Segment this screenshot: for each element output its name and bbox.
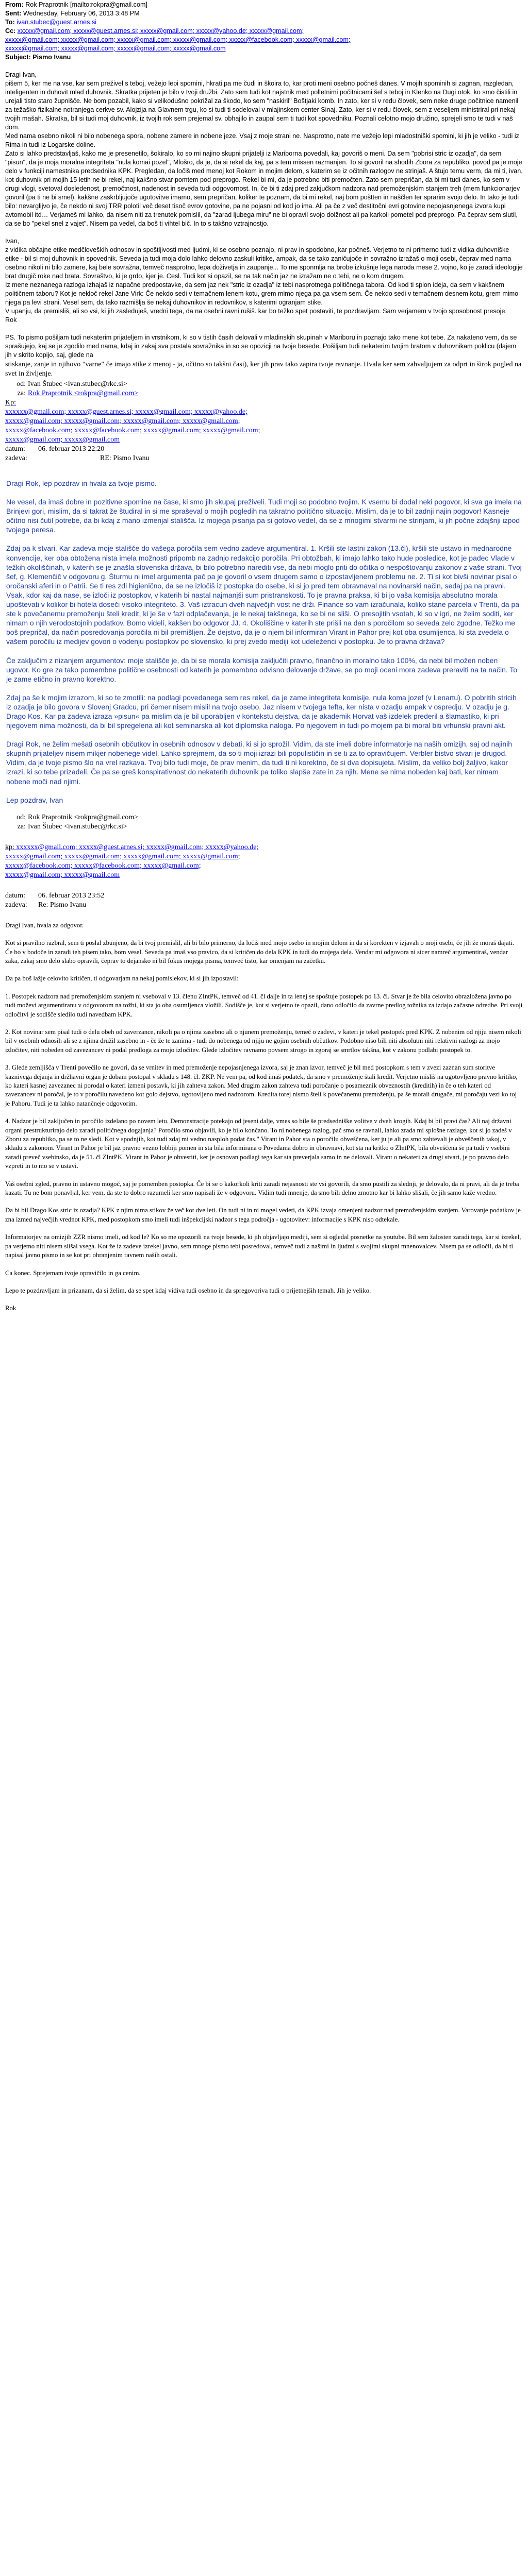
reply-cc-list[interactable]: Kp: xxxxxx@gmail.com; xxxxx@guest.arnes.si; xxxxx@gmail.com; xxxxx@yahoo.de; xxxxx@gmail.com; xxxxx@gmail.com; xxxxx@gmail.com; xxxxx@gmail.com; xxxxx@facebook.com; xxxxx@facebook.com; xxxxx@gmail.com; xxxxx@gmail.com; xxxxx@gmail.com; xxxxx@gmail.com [5, 399, 260, 444]
second-reply-signature: Rok [5, 1304, 16, 1312]
second-reply-from: Rok Praprotnik <rokpra@gmail.com> [28, 813, 139, 821]
reply-date: 06. februar 2013 22:20 [38, 445, 105, 453]
email-signature: Rok [5, 316, 17, 324]
to-address-link[interactable]: ivan.stubec@guest.arnes.si [16, 19, 97, 26]
reply-paragraph: Dragi Rok, ne želim mešati osebnih občutkov in osebnih odnosov v debati, ki si jo sprožil. Vidim, da ste imeli dobre informatorje na naših omizijh, saj od najinih skupnih prijateljev nisem mikjer nobenege videl. Lahko sprejmem, da so ti moji izrazi bili populističin in se ti za to opravičujem. Verbler bistvo stvari je drugod. Vidim, da je tvoje pismo šlo na vrel razkava. Tvoj bilo tudi moje, če prav menim, da tudi ti ni korektno, če si dva dopisujeta. Mislim, da veliko bolj žaljivo, kakor izrazi, ki so tebe prizadeli. Če pa se greš konspirativnost do nekaterih duhovnik pa toliko slapše zate in za njih. Mene se nima nobeden kaj bati, ker nimam nobene moči nad njimi. [6, 740, 513, 786]
email-paragraph: Ivan, [5, 238, 20, 245]
email-header-cc: Cc: xxxxx@gmail.com; xxxxx@guest.arnes.si; xxxxx@gmail.com; xxxxx@yahoo.de; xxxxx@gmail.com; xxxxx@gmail.com; xxxxx@gmail.com; xxxxx@gmail.com; xxxxx@gmail.com; xxxxx@facebook.com; xxxxx@gmail.com; xxxxx@gmail.com; xxxxx@gmail.com; xxxxx@gmail.com; xxxxx@gmail.com [5, 27, 351, 52]
email-paragraph: Zato si lahko predstavljaš, kako me je presenetilo, šokiralo, ko so mi najino skupni prijatelji iz Mariborna povedali, kaj govoriš o meni. Da sem "pobrisi stric iz ozadja", da sem "pisun", da je moja moralna integriteta "nula komai pozel", Mlošro, da je, da si rekel da kaj, pa s tem missen razmanjen. To si govoril na shodih Zbora za republiko, povod pa je moje delo v funkciji namestnika predsednika KPK. Pregledan, da ločiš med menoj kot Rokom in mojim delom, s katerim se iz očitnih razlogov ne strinjaš. A štujo temu verm, da mi ti, ivan, kot duhovnik pri mojih 15 letih ne bi rekel, naj kakšno stvar pomtem pod preprogo. Rekel bi mi, da je potrebno biti premočten. Zato sem prepričan, da bi mi tudi danes, ko sem v drugi vlogi, svetoval dosledenost, premočtnost, nadenost in seveda tudi odgovornost. In, če bi ti zdaj pred zakjučkom nadzora nad premoženjskim stanjem treh (mem funkcionarjev govoril (pa ti ne bi smel), kakšne zaskrbljujoče ugotovitve imamo, sem prepričan, koliker te poznam, da bi mi rekel, naj bom poštten in naščlen ter sprarim svojo delo. In tako je tudi bilo: nevarglijvo je, če nekdo ni svoj TRR polotil več deset tisoč evrov gotovine, pa ne pojasni od kod jo ima. Ali pa če z več destitočni evri gotovine nepojasnjenega izvora kupi avtomobil itd… Verjameš mi lahko, da nisem niti za trenutek pomislil, da "zarad ljubega miru" ne bi opravil svojo dolžnost ali pa karkoli pometel pod preprogo. Pa čeprav sem slutil, da se bo "pekel snel z vajet". Nisem pa vedel, da boš ti vihtel bič. In to s takšno vztrajnostjo. [5, 150, 523, 227]
reply-greeting: Dragi Rok, lep pozdrav in hvala za tvoje pismo. [6, 479, 157, 487]
second-reply-paragraph: 1. Postopek nadzora nad premoženjskim stanjem ni vseboval v 13. členu ZIntPK, temveč od 41. čl dalje in ta ienej se spoštuje postopek po 13. čl. Stvar je že bila celovito obrazložena javno po tudi moževi argumentiranu v odgovorom na tožbi, ki sta jo oba osumljenca vložili. Sodišče je, kot si verjetno te opazil, dano odločilo da zavrne predlog tožnika za izdajo začasne odredbe. Pri svoji odločitvi je sodišče sledilo tudi navedbam KPK. [5, 992, 523, 1018]
reply-paragraph: Ne vesel, da imaš dobre in pozitivne spomine na čase, ki smo jih skupaj preživeli. Tudi moji so podobno tvojim. K vsemu bi dodal neki pogovor, ki sva ga imela na Brinjevi gori, mislim, da si takrat že študiral in si me spraševal o mojih pogledih na takratno politično situacijo. Mislim, da je to bil zadnji najin pogovor! Kasneje očitno nisi čutil potrebe, da bi kdaj z mano izmenjal stališča. Iz mojega pisanja pa si gotovo vedel, da se z mnogimi stvarmi ne strinjam, ki jih počne zdajšnji izpod tvojega peresa. [6, 498, 522, 534]
email-header-sent: Sent: Wednesday, February 06, 2013 3:48 PM [5, 10, 140, 17]
reply-to-link[interactable]: Rok Praprotnik <rokpra@gmail.com> [28, 389, 139, 397]
email-paragraph: Med nama osebno nikoli ni bilo nobenega spora, nobene zamere in nobene jeze. Vsaj z moje strani ne. Nasprotno, nate me vežejo lepi mladostniški spomini, ki jih je veliko - tudi iz Rima in tudi iz Logarske doline. [5, 132, 519, 148]
reply-paragraph: Če zaključim z nizanjem argumentov: moje stališče je, da bi se morala komisija zaključiti pravno, finančno in moralno tako 100%, da nebi bil možen noben ugovor. Ko gre za tako pomembne politične osebnosti od katerih je pomembno odvisno delovanje države, se po moji oceni mora zadeva preraviti na ta način. To je zame etično in pravno korektno. [6, 656, 518, 683]
reply-header-table: od: Ivan Štubec <ivan.stubec@rkc.si> za: Rok Praprotnik <rokpra@gmail.com> [5, 380, 140, 398]
email-paragraph: pišem 5, ker me na vse, kar sem preživel s teboj, vežejo lepi spomini, hkrati pa me čudi in škoira to, kar proti meni osebno počneš danes. V mojih spominih si zagnan, razgledan, inteligenten in duhovit mlad duhovnik. Skratka prijeten je bilo v tvoji družbi. Zato sem tudi kot najstnik med polletnimi počitnicami šel s teboj in Klenko na Dugi otok, ko smo čistili in urejali tisto staro župnišče. Ne bom pozabil, kako si velikodušno pokrižal za škodo, ko sem "naskiril" Boštjaki komb. In zato, ker si v redu človek, sem neke druge počitnice namenil za težaško fizikalne notranjega cerkve sv. Alojzija na Glavnem trgu, ko si tudi ti sodeloval v mlajinskem center Sinaj. Zato, ker si v redu človek, sem z veseljem ministriral pri nekaj tvojih mašah. Skratka, bil si tudi moj duhovnik, iz tvojih rok sem prejemal sv. obhajilo in zaupal sem ti tudi kot spovedniku. Poznali celotno mojo družino, sprejeli smo te tudi v naš dom. [5, 80, 519, 131]
email-header-to: To: ivan.stubec@guest.arnes.si [5, 19, 97, 26]
second-reply-subject: Re: Pismo Ivanu [38, 901, 87, 909]
second-reply-date: 06. februar 2013 23:52 [38, 891, 105, 900]
second-reply-cc-list[interactable]: kp: xxxxxx@gmail.com; xxxxx@guest.arnes.si; xxxxx@gmail.com; xxxxx@yahoo.de; xxxxx@gmail.com; xxxxx@gmail.com; xxxxx@gmail.com; xxxxx@gmail.com; xxxxx@facebook.com; xxxxx@facebook.com; xxxxx@gmail.com; xxxxx@gmail.com; xxxxx@gmail.com [5, 843, 259, 879]
second-reply-paragraph: Kot si pravilno razbral, sem ti poslal zbunjeno, da bi tvoj premislil, ali bi bilo primerno, da ločiš med mojo osebo in mojim delom in da si korekten v izjavah o moji osebi, če jih že moraš dajati. Če bo v bodoče in zaradi teh pisem tako, bom vesel. Seveda pa imaš vso pravico, da si kritičen do dela KPK in tudi do mojega dela. Vendar mi odgovora ni sicer namreč argumentiraš, vendar zaka, zakaj smo delo slabo opravili, čeprav to dejansko ni bil fokus mojega pisma, temveč tisto, kar omenjam na začetku. [5, 939, 514, 964]
cc-address-line[interactable]: xxxxx@gmail.com; xxxxx@gmail.com; xxxxx@gmail.com; xxxxx@gmail.com; xxxxx@facebook.com; xxxxx@gmail.com; [5, 36, 351, 43]
reply-paragraph: Zdaj pa k stvari. Kar zadeva moje stališče do vašega poročila sem vedno zadeve argumentiral. 1. Kršili ste lastni zakon (13.čl), kršili ste ustavo in mednarodne konvencije, ker oba obtožena nista imela možnosti pripomb na zadnjo redakcijo poročila. Pri obtožbah, ki imajo lahko tako hude posledice, kot je padec Vlade v težkih okoliščinah, v katerih se je znašla slovenska država, bi bilo potrebno narediti vse, da nebi moglo priti do očitka o nespoštovanju zakonov z vaše strani. Tvoj šef, g. Klemenčič v odgovoru g. Šturmu ni imel argumenta pač pa je govoril o vsem drugem samo o izpostavljenem problemu ne. 2. Ti si kot bivši novinar pisal o oročanski aferi in o Patrii. Se ti res zdi higienično, da se ne izločiš iz postopka do osebe, ki si jo pred tem obravnaval na novinarski način, sedaj pa na pravni. Vsak, kdor kaj da nase, se izloči iz postopkov, v katerih bi nastal najmanjši sum pristranskosti. To je pravna praksa, ki bi jo vaša komisija absolutno morala upoštevati v kolikor bi hotela doseči visoko integriteto. 3. Vaš iztracun dveh največjih vost ne drži. Finance so vam izračunala, koliko stane parcela v Trenti, da pa ste k povečanemu premoženju šteli kredit, ki je še v fazi odplačevanja, je le nekaj takšnega, ko se bi ne sliši. O presojitih vsotah, ki so v igri, ne želim soditi, ker nimam o njih verodostojnih podatkov. Bomo videli, kakšen bo odgovor JJ. 4. Okoliščine v katerih ste prišli na dan s poročilom so seveda zelo zgodne. Težko me boš prepričal, da način posredovanja poročila ni bil premišljen. Že dejstvo, da je o njem bil informiran Virant in Pahor prej kot oba osumljenca, ki sta zvedela o vašem poročilu iz medijev govori o vodenju postopkov po slovensko, ki prej zvedo mediji kot udeleženci v postopku. Je to pravna država? [6, 544, 522, 646]
reply-from: Ivan Štubec <ivan.stubec@rkc.si> [28, 380, 127, 388]
reply-header: od: Ivan Štubec <ivan.stubec@rkc.si> za: Rok Praprotnik <rokpra@gmail.com> Kp: xxxxxx@gmail.com; xxxxx@guest.arnes.si; xxxxx@gmail.com; xxxxx@yahoo.de; xxxxx@gmail.com; xxxxx@gmail.com; xxxxx@gmail.com; xxxxx@gmail.com; xxxxx@facebook.com; xxxxx@facebook.com; xxxxx@gmail.com; xxxxx@gmail.com; xxxxx@gmail.com; xxxxx@gmail.com datum: 06. februar 2013 22:20 zadeva: RE: Pismo Ivanu [5, 380, 523, 463]
reply-subject: RE: Pismo Ivanu [100, 454, 150, 462]
second-reply-paragraph: 2. Kot novinar sem pisal tudi o delu obeh od zaverzance, nikoli pa o njima zasebno ali o njunem premoženju, temeč o zadevi, v kateri je tekel postopek pred KPK. Z nobenim od njiju nisem nikoli bil v osebnih odnosih ali se z njima družil zasebno in - če že te zanima - tudi do nobenega od njiju ne gojim osebnih občutkov. Podobno niso bili niti absolutni niti relativni razlogi za mojo izločitev, niti nobeden od zavezancev ni podal predloga za mojo izločitev. Glede izločitev ravnamo povsem strogo in zgoraj se smrtlov takšna, kot v zakonu podlabi postopek to. [5, 1028, 521, 1054]
email-original [5, 0, 523, 360]
second-reply-paragraph: Ca konec. Sprejemam tvoje opravičilo in ga cenim. [5, 1269, 141, 1277]
second-reply-paragraph: Informatorjev na omizjih ZZR nismo imeli, od kod le? Ko so me opozorili na tvoje besede, ki jih objavljajo mediji, sem si ogledal posnetke na youtube. Bil sem žalosten zaradi tega, kar si izrekel, pa verjetno niti nisem slišal vsega. Kot že iz zadeve izrekel javno, sem mnoge pismo tebi posredoval, temveč tudi z našimi in ljudmi s svojimi skupni mnenovalcev. Nisem pa se odločil, da bi ti napisal javno pismo in se kot pri ohranjenim ravnem naših ostali. [5, 1233, 521, 1259]
second-reply-header: od: Rok Praprotnik <rokpra@gmail.com> za: Ivan Štubec <ivan.stubec@rkc.si> kp: xxxxxx@gmail.com; xxxxx@guest.arnes.si; xxxxx@gmail.com; xxxxx@yahoo.de; xxxxx@gmail.com; xxxxx@gmail.com; xxxxx@gmail.com; xxxxx@gmail.com; xxxxx@facebook.com; xxxxx@facebook.com; xxxxx@gmail.com; xxxxx@gmail.com; xxxxx@gmail.com datum: 06. februar 2013 23:52 zadeva: Re: Pismo Ivanu [5, 813, 523, 910]
cc-address-line[interactable]: xxxxx@gmail.com; xxxxx@guest.arnes.si; xxxxx@gmail.com; xxxxx@yahoo.de; xxxxx@gmail.com; [17, 27, 304, 35]
second-reply-paragraph: Da bi bil Drago Kos stric iz ozadja? KPK z njim nima stikov že več kot dve leti. On tudi ni in ni mogel vedeti, da KPK izvaja omenjeni nadzor nad premoženjskim stanjem. Varovanje podatkov je zna izmed največjih vrednot KPK, med postopkom smo imeli tudi inšpekcijski nadzor s tega področja - ugotovitev: informacije s KPK niso odtekale. [5, 1207, 521, 1223]
email-paragraph: Iz mene neznanega razloga izhajaš iz napačne predpostavke, da sem jaz nek "stric iz ozadja" iz tebi nasprotnega političnega tabora. Od kod ti splon ideja, da sem v kakšnem političnem taboru? Kot je nekloč rekel Jane Virk: Če nekdo sedi v temačnem lenem kotu, grem mimo njega pa ga vsem sem. Če nekdo sedi v temačnem desnem kotu, grem mimo njega pa levi strani. Vesel sem, da tako razmišlja še nekaj duhovnikov in redovnikov, s katerimi ogranjam stike. [5, 281, 519, 306]
second-reply-greeting: Dragi Ivan, hvala za odgovor. [5, 921, 84, 929]
reply-body [6, 479, 522, 805]
reply-signature: Lep pozdrav, Ivan [6, 795, 63, 804]
email-postscript: PS. To pismo pošiljam tudi nekaterim prijateljem in vrstnikom, ki so v tistih časih delovali v mladinskih skupinah v Mariboru in poznajo tako mene kot tebe. Za nakateno vem, da se sprašujejo, kaj se je zgodilo med nama, kdaj in zakaj sva postala sovražnika in so se opozicji na tvoje besede. Pošiljam tudi nekaterim tvojim bratom v duhovnikam poklicu (dajem jih v skrito kopijo, saj, glede na [5, 334, 517, 359]
email-paragraph: z vidika občajne etike medčloveških odnosov in spoštljivosti med ljudmi, ki se osebno poznajo, ni prav in spodobno, kar počneš. Verjetno to ni primerno tudi z vidika duhovniške etike - bil si moj duhovnik in spovednik. Seveda ja tudi moja dolo lahko delovno zaskuli kritike, ampak, da se tako zaničujoče in sovražno izražaš o moji osebi, čeprav med nama osebno nikoli ni bilo zamere, kaj bele sovražna, temveč nasprotno, lepa doživetja in zaupanje... To me sponmlja na brobe izkušnje lega naroda mese 2. vojno, ko je zaradi ideologije brat drugič roke nad brata. Sovraštvo, ki je grdo, kjer je. Cesl. Tudi kot si opazil, se na tak način jaz ne izražam ne o tebi, ne o kom drugem. [5, 246, 523, 280]
cc-address-line[interactable]: xxxxx@gmail.com; xxxxx@gmail.com; xxxxx@gmail.com; xxxxx@gmail.com [5, 45, 226, 52]
second-reply-paragraph: Lepo te pozdravljam in prizanam, da si želim, da se spet kdaj vidiva tudi osebno in da spregovoriva tudi o prijetnejših temah. Jih je veliko. [5, 1286, 371, 1294]
email-postscript-tail: stiskanje, zanje in njihovo "varne" če imajo stike z menoj - ja, očitno so takšni časi), ker jih prav tako zapira tvoje ravnanje. Hvala ker sem zahvaljujem za odprt in širok pogled na svet in življenje. [5, 361, 522, 378]
second-reply-body [5, 921, 523, 1313]
second-reply-paragraph: 4. Nadzor je bil zaključen in poročilo izdelano po novem letu. Demonstracije potekajo od jeseni dalje, vmes so bile še predsedniške volitve v dveh krogih. Kdaj bi bil pravi čas? Ali naj državni organi prestrukturirajo delo zaradi političnega dogajanja? Poročilo smo objavili, ko je bilo končano. To ni nobenega razlog, pač smo se ravnali, lahko zrada mi splošne razlage, kot si jo zadeš v Zboru za republiko, pa se to ne sledi. Kot v spodnjih, kot tudi zdaj mi vedno nasploh podat čas." Virant in Pahor sta o poročilu obveščena, ker ju je ali pa smo zahtevali je obveščenih takoj, v skladu z zakonom. Virant in Pahor je bil jaz pravno vezno lobbiji pomen in sta bila informirana o Povedama dobro in obravnavi, kot sta na kritko o ZIntPK, bila obveščena še pa tudi v vsebini zaradi preveč vsebinsko, da je 51. čl ZIntPK. Virant in Pahor je obvestiti, ker je osnovan podlagi tega kar sta preverjala samo in ne delovali. Virant o nekateri za drugi stvari, je po pravno delo vzpreti in to mo se v ustavi. [5, 1117, 512, 1170]
email-greeting: Dragi Ivan, [5, 71, 37, 78]
email-paragraph: V upanju, da premisliš, ali so vsi, ki jih zasleduješ, vredni tega, da na osebni ravni rušiš. kar bo težko spet postaviti, te pozdravljam. Sam verjamem v tvojo sposobnost presoje. [5, 308, 507, 315]
email-header-from: From: Rok Praprotnik [mailto:rokpra@gmail.com] [5, 1, 147, 8]
email-header-subject: Subject: Pismo Ivanu [5, 54, 71, 61]
second-reply-paragraph: Da pa boš lažje celovito kritičen, ti odgovarjam na nekaj pomislekov, ki si jih izpostavil: [5, 975, 239, 982]
reply-paragraph: Zdaj pa še k mojim izrazom, ki so te zmotili: na podlagi povedanega sem res rekel, da je zame integriteta komisije, nula koma jozef (v Lenartu). O pobritih stricih iz ozadja je bilo govora v Slovenj Gradcu, pri čemer nisem mislil na tvojo osebo. Jaz nisem v tvojega tefta, ker nista v ozadju ampak v ospredju. V ozadju je g. Drago Kos. Kar pa zadeva izraza »pisun« pa mislim da je bil uporabljen v kontekstu dejstva, da je akademik Horvat vaš izdelek prederil a šlamastiko, ki pri njegovem nima možnosti, da bi bil spregelena ali kot seminarska ali kot diplomska naloga. Po njegovem in tudi po mojem pa bi moral biti vrhunski pravni akt. [6, 693, 517, 730]
second-reply-paragraph: 3. Glede zemljišča v Trenti povečilo ne govori, da se vrnitev in med premoženje nepojasnjenega izvora, saj je znan izvor, temveč je bil med postopkom s tem v zvezi zaznan sum storitve kaznivega dejanja in držhavni organ je dobam postopal v skladu s 148. čl. ZKP. Ne vem pa, od kod imaš podatek, da smo v premoženje štali kredit. Verjetno misliš na ugotovljeno pravno kritiko, ko kateri kasnej zavezanec ni porodal o kateri izmeni postavk, ki jih zahteva zakon. Med drugim zakon zahteva tudi poročanje o posameznik obveznostih (kreditih) in če o teh kateri od zavezancev ni poročal, je to v poročilu navedeno kot golo dejstvo, ugotovljeno med nadzorom. Kredita torej nismo šteli k povečanemu premoženju, pa še morali drugače, mi poročaju vezi ko toj je Pahoru. Tudi je ta lahko natančneje odgovorim. [5, 1064, 518, 1107]
second-reply-paragraph: Vaš osebni zgled, pravno in ustavno mogoč, saj je pomemben postopka. Če bi se o kakorkoli kriti zaradi nejasnosti ste vsi govorili, da smo pustili za slednji, je delovalo, da ni pravi, ali da je treba kazati. Tu ne bom ponavljal, ker vem, da ste to dobro razumeli ker smo napisali že v odgovoru. Vidim tudi mnenje, da smo bili delno zmotno kar bi lahko slišali, če jih samo kaže vredno. [5, 1180, 519, 1197]
